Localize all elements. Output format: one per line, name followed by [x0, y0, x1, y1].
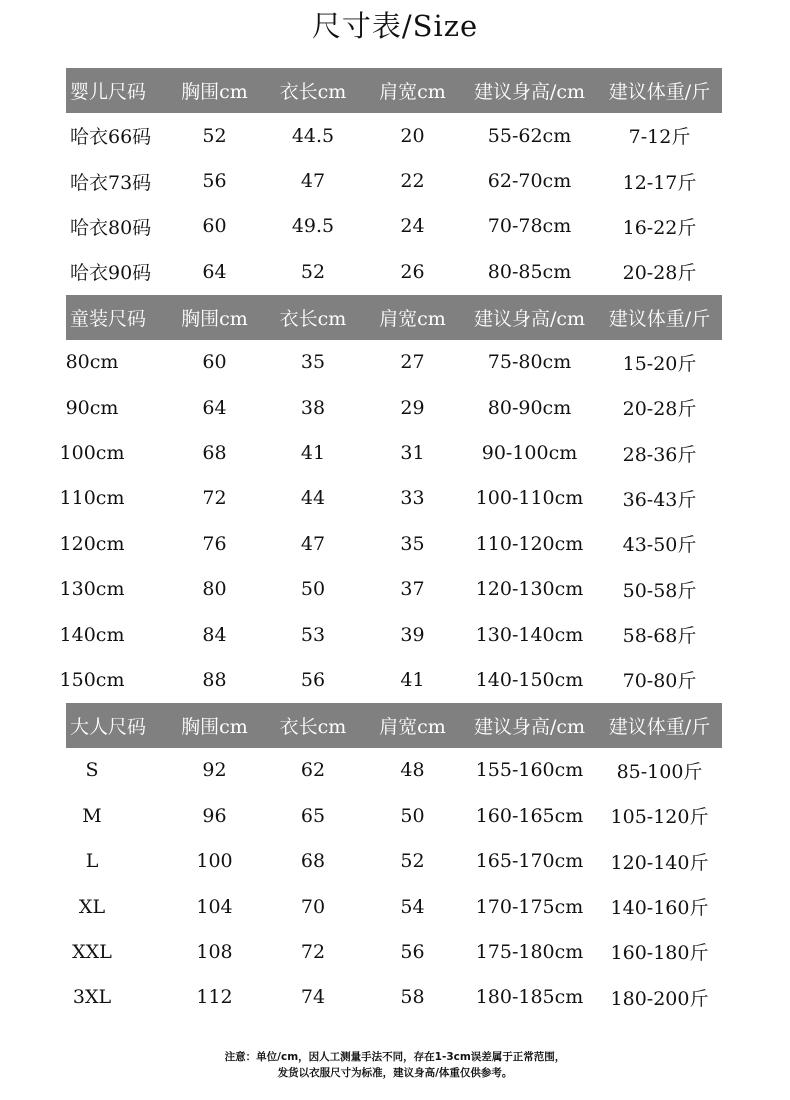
- table-row: [59, 657, 722, 702]
- col-shoulder: 肩宽cm: [379, 81, 446, 103]
- table-row: [59, 430, 722, 475]
- col-length: 衣长cm: [279, 307, 347, 330]
- chest-cell: 100: [196, 850, 233, 873]
- chest-cell: 104: [196, 895, 233, 918]
- table-row: [66, 113, 722, 158]
- size-cell: XL: [78, 895, 106, 918]
- chest-cell: 56: [202, 170, 227, 193]
- section-label: 童装尺码: [70, 307, 147, 330]
- chest-cell: 112: [196, 986, 233, 1009]
- footnote-line: 发货以衣服尺寸为标准，建议身高/体重仅供参考。: [277, 1067, 513, 1079]
- height-cell: 100-110cm: [475, 487, 584, 510]
- table-row: [66, 249, 722, 294]
- height-cell: 70-78cm: [487, 215, 572, 238]
- col-length: 衣长cm: [279, 715, 347, 738]
- height-cell: 165-170cm: [475, 850, 584, 873]
- chest-cell: 60: [202, 351, 227, 374]
- shoulder-cell: 22: [400, 170, 425, 193]
- col-shoulder: 肩宽cm: [379, 307, 446, 330]
- size-cell: M: [82, 804, 102, 827]
- shoulder-cell: 58: [400, 986, 425, 1009]
- chest-cell: 72: [202, 487, 227, 510]
- length-cell: 53: [300, 623, 326, 646]
- section-header: [66, 68, 722, 113]
- weight-cell: 70-80斤: [622, 670, 697, 693]
- size-cell: 120cm: [59, 532, 125, 555]
- length-cell: 38: [300, 396, 326, 419]
- shoulder-cell: 50: [400, 804, 425, 827]
- length-cell: 47: [300, 532, 326, 555]
- footnote: [0, 1049, 790, 1081]
- length-cell: 35: [300, 351, 326, 374]
- weight-cell: 7-12斤: [628, 126, 691, 149]
- shoulder-cell: 48: [400, 759, 425, 782]
- col-shoulder: 肩宽cm: [379, 715, 446, 738]
- col-height: 建议身高/cm: [473, 307, 586, 330]
- shoulder-cell: 29: [400, 396, 425, 419]
- length-cell: 68: [300, 850, 326, 873]
- length-cell: 56: [300, 668, 326, 691]
- table-row: [66, 793, 722, 838]
- col-length: 衣长cm: [279, 81, 347, 103]
- col-chest: 胸围cm: [181, 715, 248, 738]
- size-cell: 140cm: [59, 623, 125, 646]
- length-cell: 62: [300, 759, 326, 782]
- size-cell: 3XL: [72, 986, 112, 1009]
- size-cell: L: [85, 850, 99, 873]
- section-infant: [66, 68, 722, 295]
- col-chest: 胸围cm: [181, 307, 248, 330]
- table-row: [59, 521, 722, 566]
- length-cell: 44: [300, 487, 326, 510]
- weight-cell: 140-160斤: [610, 897, 709, 920]
- chest-cell: 96: [202, 804, 227, 827]
- shoulder-cell: 54: [400, 895, 425, 918]
- table-row: [59, 567, 722, 612]
- height-cell: 140-150cm: [475, 668, 584, 691]
- weight-cell: 20-28斤: [622, 398, 697, 421]
- section-header: [66, 295, 722, 340]
- weight-cell: 58-68斤: [622, 625, 697, 648]
- size-cell: 哈衣80码: [70, 216, 152, 239]
- height-cell: 110-120cm: [475, 532, 584, 555]
- weight-cell: 50-58斤: [622, 579, 697, 602]
- shoulder-cell: 31: [400, 442, 425, 465]
- chest-cell: 76: [202, 532, 227, 555]
- shoulder-cell: 37: [400, 578, 425, 601]
- shoulder-cell: 33: [400, 487, 425, 510]
- col-weight: 建议体重/斤: [608, 81, 711, 103]
- table-row: [66, 204, 722, 249]
- chest-cell: 92: [202, 759, 227, 782]
- weight-cell: 15-20斤: [622, 352, 697, 375]
- shoulder-cell: 39: [400, 623, 425, 646]
- table-row: [66, 385, 722, 430]
- section-label: 婴儿尺码: [70, 81, 147, 103]
- length-cell: 52: [300, 260, 326, 283]
- height-cell: 160-165cm: [475, 804, 584, 827]
- col-chest: 胸围cm: [181, 81, 248, 103]
- height-cell: 175-180cm: [475, 940, 584, 963]
- footnote-line: 注意：单位/cm，因人工测量手法不同，存在1-3cm误差属于正常范围，: [224, 1051, 566, 1063]
- section-header: [66, 703, 722, 748]
- size-cell: 150cm: [59, 668, 125, 691]
- shoulder-cell: 35: [400, 532, 425, 555]
- weight-cell: 43-50斤: [622, 534, 697, 557]
- size-cell: 110cm: [59, 487, 125, 510]
- height-cell: 180-185cm: [475, 986, 584, 1009]
- col-height: 建议身高/cm: [473, 715, 586, 738]
- table-row: [66, 748, 722, 793]
- length-cell: 50: [300, 578, 326, 601]
- chest-cell: 68: [202, 442, 227, 465]
- table-row: [66, 158, 722, 203]
- length-cell: 49.5: [291, 215, 335, 238]
- size-cell: 90cm: [65, 396, 119, 419]
- section-label: 大人尺码: [70, 715, 147, 738]
- page-title: 尺寸表/Size: [311, 9, 479, 43]
- weight-cell: 120-140斤: [610, 851, 709, 874]
- shoulder-cell: 52: [400, 850, 425, 873]
- length-cell: 65: [300, 804, 326, 827]
- section-adult: [66, 703, 722, 1020]
- weight-cell: 105-120斤: [610, 806, 709, 829]
- height-cell: 120-130cm: [475, 578, 584, 601]
- height-cell: 170-175cm: [475, 895, 584, 918]
- table-row: [66, 929, 722, 974]
- col-weight: 建议体重/斤: [608, 307, 711, 330]
- chest-cell: 60: [202, 215, 227, 238]
- table-row: [59, 476, 722, 521]
- chest-cell: 64: [202, 260, 227, 283]
- table-row: [66, 975, 722, 1020]
- chest-cell: 108: [196, 940, 233, 963]
- size-table: [59, 68, 722, 1020]
- table-row: [66, 884, 722, 929]
- length-cell: 74: [300, 986, 326, 1009]
- height-cell: 155-160cm: [475, 759, 584, 782]
- weight-cell: 160-180斤: [610, 942, 709, 965]
- weight-cell: 36-43斤: [622, 488, 697, 511]
- size-cell: 100cm: [59, 442, 125, 465]
- weight-cell: 20-28斤: [622, 262, 697, 285]
- table-row: [66, 838, 722, 883]
- weight-cell: 16-22斤: [622, 216, 697, 239]
- weight-cell: 180-200斤: [610, 987, 709, 1010]
- shoulder-cell: 27: [400, 351, 425, 374]
- section-kids: [59, 295, 722, 703]
- shoulder-cell: 56: [400, 940, 425, 963]
- height-cell: 130-140cm: [475, 623, 584, 646]
- weight-cell: 28-36斤: [622, 443, 697, 466]
- col-weight: 建议体重/斤: [608, 715, 711, 738]
- shoulder-cell: 26: [400, 260, 425, 283]
- length-cell: 72: [300, 940, 326, 963]
- weight-cell: 85-100斤: [616, 760, 703, 783]
- length-cell: 44.5: [291, 124, 335, 147]
- height-cell: 80-85cm: [487, 260, 572, 283]
- length-cell: 70: [300, 895, 326, 918]
- size-cell: XXL: [72, 940, 112, 963]
- chest-cell: 84: [202, 623, 227, 646]
- size-cell: 哈衣66码: [70, 126, 152, 149]
- col-height: 建议身高/cm: [473, 81, 586, 103]
- size-cell: S: [85, 759, 99, 782]
- shoulder-cell: 41: [400, 668, 425, 691]
- size-cell: 哈衣73码: [70, 171, 152, 194]
- size-cell: 80cm: [65, 351, 119, 374]
- size-cell: 哈衣90码: [70, 262, 152, 285]
- chest-cell: 52: [202, 124, 227, 147]
- chest-cell: 64: [202, 396, 227, 419]
- shoulder-cell: 24: [400, 215, 425, 238]
- chest-cell: 88: [202, 668, 227, 691]
- height-cell: 90-100cm: [481, 442, 578, 465]
- table-row: [59, 612, 722, 657]
- length-cell: 41: [300, 442, 326, 465]
- table-row: [66, 340, 722, 385]
- shoulder-cell: 20: [400, 124, 425, 147]
- height-cell: 55-62cm: [487, 124, 572, 147]
- height-cell: 75-80cm: [487, 351, 572, 374]
- weight-cell: 12-17斤: [622, 171, 697, 194]
- size-cell: 130cm: [59, 578, 125, 601]
- chest-cell: 80: [202, 578, 227, 601]
- height-cell: 80-90cm: [487, 396, 572, 419]
- height-cell: 62-70cm: [487, 170, 572, 193]
- length-cell: 47: [300, 170, 326, 193]
